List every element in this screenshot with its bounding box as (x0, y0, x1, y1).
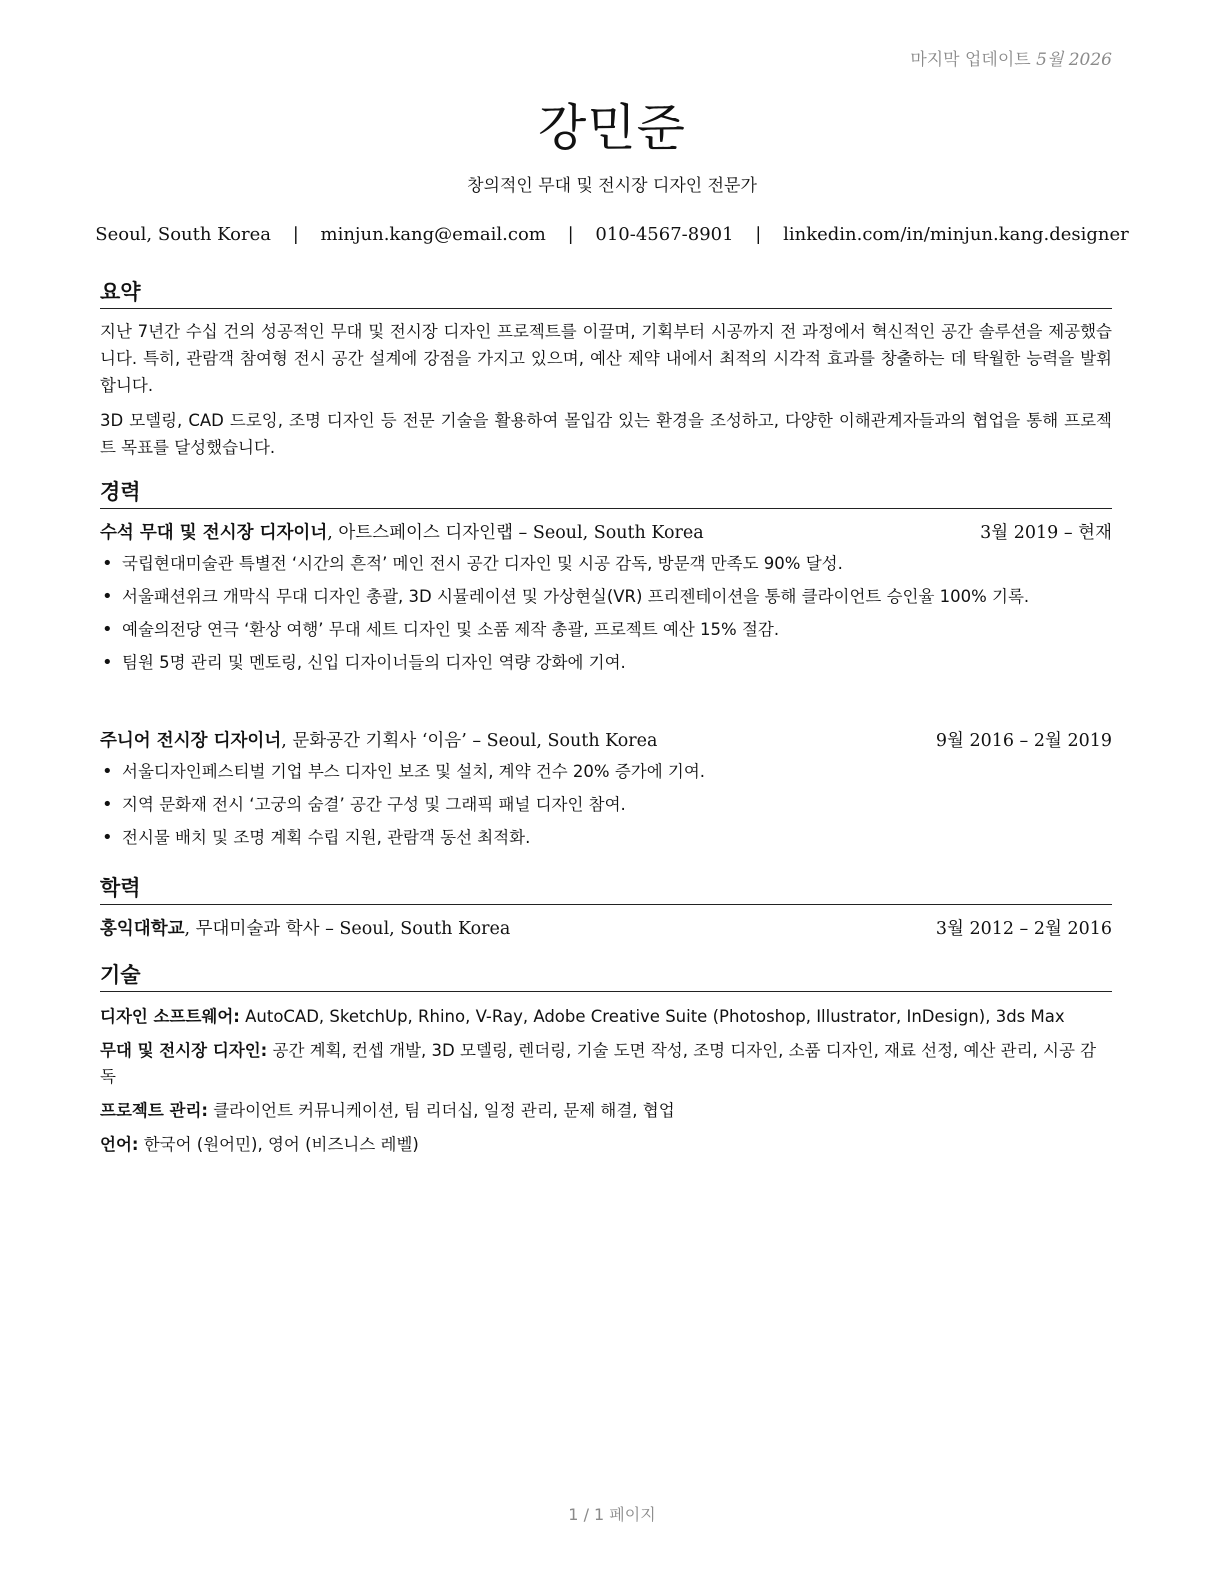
section-title-summary: 요약 (100, 276, 1112, 309)
job-entry (100, 728, 1112, 858)
job-org: , 아트스페이스 디자인랩 – Seoul, South Korea (327, 523, 704, 543)
skill-value: 클라이언트 커뮤니케이션, 팀 리더십, 일정 관리, 문제 해결, 협업 (207, 1101, 675, 1120)
section-title-education: 학력 (100, 872, 1112, 905)
contact-linkedin[interactable]: linkedin.com/in/minjun.kang.designer (783, 224, 1129, 245)
job-role: 주니어 전시장 디자이너 (100, 731, 282, 751)
list-item: • 예술의전당 연극 ‘환상 여행’ 무대 세트 디자인 및 소품 제작 총괄, 프로젝트 예산 15% 절감. (122, 617, 1112, 643)
summary-section (100, 318, 1112, 461)
page-number: 1 / 1 페이지 (568, 1505, 656, 1524)
contact-phone: 010-4567-8901 (595, 224, 734, 245)
skill-row (100, 1098, 1112, 1124)
contact-location: Seoul, South Korea (95, 224, 271, 245)
job-header (100, 520, 1112, 547)
job-dates: 9월 2016 – 2월 2019 (935, 731, 1112, 751)
last-updated (910, 45, 1112, 70)
list-item: • 전시물 배치 및 조명 계획 수립 지원, 관람객 동선 최적화. (122, 825, 1112, 851)
skill-row (100, 1004, 1112, 1030)
summary-paragraph: 3D 모델링, CAD 드로잉, 조명 디자인 등 전문 기술을 활용하여 몰입감 있는 환경을 조성하고, 다양한 이해관계자들과의 협업을 통해 프로젝트 목표를 달성했습니다. (100, 411, 1112, 457)
skill-row (100, 1038, 1112, 1090)
list-item: • 서울디자인페스티벌 기업 부스 디자인 보조 및 설치, 계약 건수 20% 증가에 기여. (122, 759, 1112, 785)
job-role: 수석 무대 및 전시장 디자이너 (100, 523, 328, 543)
last-updated-prefix: 마지막 업데이트 (910, 50, 1031, 70)
education-dates: 3월 2012 – 2월 2016 (935, 919, 1112, 939)
list-item: • 국립현대미술관 특별전 ‘시간의 흔적’ 메인 전시 공간 디자인 및 시공 감독, 방문객 만족도 90% 달성. (122, 551, 1112, 577)
skill-value: AutoCAD, SketchUp, Rhino, V-Ray, Adobe Creative Suite (Photoshop, Illustrator, InDesign), 3ds Max (239, 1007, 1065, 1026)
list-item: • 지역 문화재 전시 ‘고궁의 숨결’ 공간 구성 및 그래픽 패널 디자인 참여. (122, 792, 1112, 818)
section-title-experience: 경력 (100, 476, 1112, 509)
job-dates: 3월 2019 – 현재 (980, 523, 1112, 543)
job-header (100, 728, 1112, 755)
job-entry (100, 520, 1112, 683)
contact-separator: | (567, 224, 574, 245)
skill-label: 언어: (100, 1135, 139, 1154)
list-item: • 서울패션위크 개막식 무대 디자인 총괄, 3D 시뮬레이션 및 가상현실(VR) 프리젠테이션을 통해 클라이언트 승인율 100% 기록. (122, 584, 1112, 610)
education-header (100, 916, 1112, 943)
list-item: • 팀원 5명 관리 및 멘토링, 신입 디자이너들의 디자인 역량 강화에 기여. (122, 650, 1112, 676)
skill-value: 한국어 (원어민), 영어 (비즈니스 레벨) (138, 1135, 419, 1154)
education-entry (100, 916, 1112, 943)
skill-value: 공간 계획, 컨셉 개발, 3D 모델링, 렌더링, 기술 도면 작성, 조명 디자인, 소품 디자인, 재료 선정, 예산 관리, 시공 감독 (100, 1041, 1097, 1086)
contact-separator: | (292, 224, 299, 245)
education-detail: , 무대미술과 학사 – Seoul, South Korea (184, 919, 511, 939)
skills-section (100, 1004, 1112, 1166)
contact-separator: | (755, 224, 762, 245)
job-bullets (100, 759, 1112, 851)
job-bullets (100, 551, 1112, 676)
skill-row (100, 1132, 1112, 1158)
last-updated-date: 5월 2026 (1036, 50, 1112, 70)
section-title-skills: 기술 (100, 959, 1112, 992)
tagline: 창의적인 무대 및 전시장 디자인 전문가 (467, 176, 757, 196)
skill-label: 프로젝트 관리: (100, 1101, 208, 1120)
candidate-name: 강민준 (538, 99, 686, 157)
skill-label: 무대 및 전시장 디자인: (100, 1041, 268, 1060)
job-org: , 문화공간 기획사 ‘이음’ – Seoul, South Korea (281, 731, 658, 751)
education-school: 홍익대학교 (100, 919, 185, 939)
summary-paragraph: 지난 7년간 수십 건의 성공적인 무대 및 전시장 디자인 프로젝트를 이끌며, 기획부터 시공까지 전 과정에서 혁신적인 공간 솔루션을 제공했습니다. 특히, 관람객 참여형 전시 공간 설계에 강점을 가지고 있으며, 예산 제약 내에서 최적의 시각적 효과를 창출하는 데 탁월한 능력을 발휘합니다. (100, 322, 1112, 395)
skill-label: 디자인 소프트웨어: (100, 1007, 240, 1026)
contact-line (0, 224, 1224, 245)
contact-email[interactable]: minjun.kang@email.com (320, 224, 546, 245)
